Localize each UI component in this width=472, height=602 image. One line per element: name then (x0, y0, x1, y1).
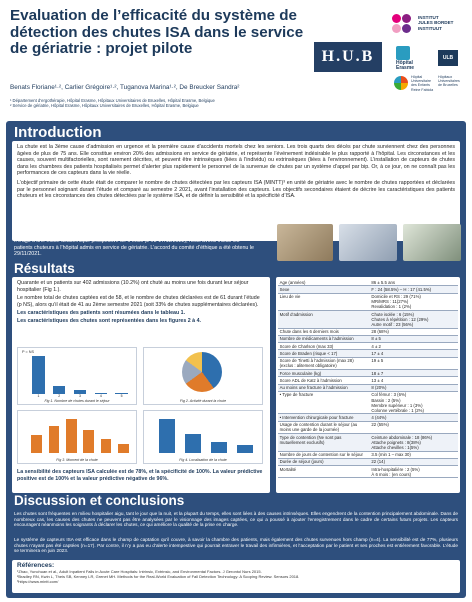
table-cell-label: • Intervention chirurgicale pour fracture (278, 414, 370, 421)
table-row (278, 421, 458, 433)
reference-2: ²Bradley RN, Kwin L, Theis SB, Kenney LR, Grenet MH. Methods for the Real-World Evaluation of Fall Detection Technology: A Scoping Review. Sensors 2018. (17, 574, 300, 579)
chart-bar (118, 444, 128, 453)
poster-header (0, 0, 472, 120)
table-cell-label: Score de Charlson (max 33) (278, 343, 370, 350)
table-cell-value: 86 ± 5.5 ans (370, 279, 458, 286)
affiliations (10, 98, 310, 109)
bordet-logo-text: INSTITUT JULES BORDET INSTITUUT (418, 15, 454, 31)
table-row (278, 335, 458, 342)
chart-bar (31, 435, 41, 453)
table-cell-value: 22 (55%) (370, 421, 458, 433)
huderf-logo-icon (394, 76, 408, 90)
table-cell-value: 3.5 (min 1 – max 30) (370, 451, 458, 458)
table-cell-label: Au moins une fracture à l’admission (278, 384, 370, 391)
chart-bar (101, 439, 111, 453)
characteristics-table-grid (278, 279, 458, 478)
erasme-logo-icon (396, 46, 410, 60)
table-cell-value: Ceinture abdominale : 18 (86%) Attache poignets : 8(38%) Attache chevilles : 1(5%) (370, 434, 458, 451)
table-cell-label: Nombre de jours de contention sur le séjour (278, 451, 370, 458)
chart-bar (185, 434, 201, 453)
fig3-caption: Fig 3. Moment de la chute (56, 458, 98, 462)
fig4-caption: Fig 4. Localisation de la chute (179, 458, 227, 462)
references-box (12, 560, 460, 593)
table-cell-label: • Type de fracture (278, 391, 370, 414)
chart-bar (66, 419, 76, 453)
fig2-pie (182, 352, 222, 392)
introduction-p1: La chute est la 3ème cause d’admission en urgence et la première cause d’accidents mortels chez les seniors. Les trois quarts des décès par chute surviennent chez des personnes âgées de plus de 75 ans. Elle constitue environ 20% des admissions en service de gériatrie, et représente l’événement indésirable le plus rapporté à l’hôpital. Les circonstances et les causes, souvent multifactorielles, sont rarement décrites, et peuvent être intrinsèques (liées à l’individu) ou extrinsèques (liées à l’environnement). L’installation de capteurs de chutes dans les chambres des patients hospitalisés permet d’alerter plus rapidement le personnel de la survenue de chutes par un système d’appel par bip. Or, à ce jour, on ne connaît pas les performances de ces capteurs dans la vie réelle. (17, 144, 455, 177)
resultats-p1: Quarante et un patients sur 402 admissions (10.2%) ont chuté au moins une fois durant leur séjour hospitalier (Fig 1.). (17, 280, 249, 293)
discussion-p1: Les chutes sont fréquentes en milieu hospitalier aigu, tant le jour que la nuit, et la plupart du temps, elles sont liées à des causes intrinsèques. Elles engendrent de la contention principalement abdominale. Dans de nombreux cas, les causes des chutes ne peuvent pas être analysées par le visionnage des images captées, ce qui a poussé à ajouter l’enregistrement dans le cadre de certains futurs projets. Les capteurs encouragent néanmoins les soignants à déclarer les chutes, ce qui améliore la qualité de la prise en charge. (14, 511, 458, 528)
table-row (278, 414, 458, 421)
table-cell-value: 17 ± 4 (370, 350, 458, 357)
poster-body (6, 121, 466, 598)
chart-tick-label: 1 (37, 394, 40, 398)
introduction-p2: L’objectif primaire de cette étude était de comparer le nombre de chutes détectées par les capteurs ISA (MINTT)³ en unité de gériatrie avec le nombre de chutes rapportées et déclarées par le personnel soignant durant l’étude et comparé au semestre 2 2021, avant l’installation des capteurs. Les objectifs secondaires étaient de décrire les caractéristiques des patients chuteurs et les circonstances des chutes détectées par le système ISA, et de définir la sensibilité et la spécificité d’ISA. (17, 179, 455, 200)
table-cell-value: 8 ± 5 (370, 335, 458, 342)
table-cell-label: Motif d’admission (278, 311, 370, 328)
table-cell-label: Nombre de médicaments à l’admission (278, 335, 370, 342)
resultats-p3: Les caractéristiques des patients sont résumées dans le tableau 1. (17, 310, 186, 317)
table-cell-label: Usage de contention durant le séjour (au moins une garde de la journée) (278, 421, 370, 433)
table-row (278, 384, 458, 391)
poster-title: Evaluation de l’efficacité du système de détection des chutes ISA dans le service de gériatrie : projet pilote (10, 7, 304, 58)
table-cell-label: Chute dans les 6 derniers mois (278, 328, 370, 335)
references-title: Références: (17, 562, 55, 569)
table-cell-value: Chute isolée : 6 (15%) Chutes à répétition : 12 (29%) Autre motif : 23 (56%) (370, 311, 458, 328)
table-cell-label: Type de contention (Ne sont pas mutuellement exclusifs) (278, 434, 370, 451)
room-photo (339, 224, 397, 261)
table-cell-label: Score de Tinetti à l’admission (max 28) (exclus : alitement obligatoire) (278, 357, 370, 369)
table-row (278, 377, 458, 384)
table-cell-value: 28 (68%) (370, 328, 458, 335)
table-cell-value: 4 ± 2 (370, 343, 458, 350)
table-row (278, 293, 458, 310)
table-cell-label: Age (années) (278, 279, 370, 286)
resultats-title: Résultats (14, 261, 75, 276)
introduction-title: Introduction (14, 124, 102, 141)
reference-1: ¹Zhao, Yunchuan et al., Adult Inpatient Falls in Acute Care Hospitals: Intrinsic, Extrinsic, and Environmental Factors. J Gerontol Nurs 2015. (17, 569, 262, 574)
table-row (278, 357, 458, 369)
affiliation-1: ¹ Département d’ergothérapie, Hôpital Erasme, Hôpitaux Universitaires de Bruxelles, Hôpital Erasme, Belgique (10, 98, 215, 103)
table-cell-label: Score de Braden (risque < 17) (278, 350, 370, 357)
hub-univ-logo-text: Hôpitaux Universitaires de Bruxelles (438, 75, 460, 88)
table-row (278, 343, 458, 350)
table-row (278, 286, 458, 293)
table-cell-value: 18 ± 7 (370, 370, 458, 377)
chart-bar (211, 442, 227, 453)
resultats-p5: La sensibilité des capteurs ISA calculée est de 78%, et la spécificité de 100%. La valeur prédictive positive est de 100% et la valeur prédictive négative de 96%. (17, 469, 263, 482)
bordet-logo-icon (392, 14, 414, 36)
table-cell-label: Force musculaire (kg) (278, 370, 370, 377)
table-row (278, 311, 458, 328)
fig1-legend: P = NS (22, 350, 35, 354)
chart-tick-label: 3 (79, 394, 81, 398)
fig1-caption: Fig 1. Nombre de chutes durant le séjour (44, 399, 110, 403)
sensor-photo (277, 224, 333, 261)
fig4-chart (143, 410, 263, 464)
huderf-logo-text: Hôpital Universitaire des Enfants Reine Fabiola (411, 75, 434, 92)
table-row (278, 466, 458, 478)
discussion-title: Discussion et conclusions (14, 493, 185, 508)
methode-text: Il s’agit d’une étude académique prospective de 6 mois (24/3-17/11/2022), nous avons inclus les patients chuteurs à l’hôpital admis en service de gériatrie. L’accord du comité d’éthique a été obtenu le 29/11/2021. (14, 238, 254, 258)
table-cell-value: F : 24 (58.5%) – H : 17 (41.5%) (370, 286, 458, 293)
hub-logo: H.U.B (314, 42, 382, 72)
chart-bar (159, 419, 175, 453)
table-row (278, 328, 458, 335)
affiliation-2: ² Service de gériatrie, Hôpital Erasme, Hôpitaux Universitaires de Bruxelles, Hôpital Erasme, Belgique (10, 103, 199, 109)
table-cell-value: 22 (14) (370, 458, 458, 465)
chart-tick-label: 5 (120, 394, 123, 398)
chart-bar (53, 386, 65, 394)
chart-bar (237, 445, 253, 453)
table-cell-label: Score ADL de Katz à l’admission (278, 377, 370, 384)
table-cell-value: 19 ± 5 (370, 357, 458, 369)
authors: Benats Floriane¹·², Carlier Grégoire¹·², Tuganova Marina¹·², De Breucker Sandra² (10, 84, 240, 91)
table-cell-value: 4 (44%) (370, 414, 458, 421)
table-cell-value: Intra-hospitalière : 2 (5%) À 6 mois : (en cours) (370, 466, 458, 478)
table-cell-value: Col fémur : 3 (6%) Bassin : 2 (5%) Membre supérieur : 1 (3%) Colonne vertébrale : 1 (2%) (370, 391, 458, 414)
resultats-p4: Les caractéristiques des chutes sont représentées dans les figures 2 à 4. (17, 317, 202, 324)
fig2-chart (143, 347, 263, 405)
fig2-caption: Fig 2. Activité durant la chute (179, 399, 227, 403)
table-cell-value: 13 ± 4 (370, 377, 458, 384)
table-row (278, 279, 458, 286)
table-cell-label: Mortalité (278, 466, 370, 478)
table-row (278, 370, 458, 377)
erasme-logo-text: Hôpital Erasme (396, 60, 415, 72)
resultats-box (12, 277, 270, 493)
chart-tick-label: 4 (99, 394, 102, 398)
table-cell-label: Durée de séjour (jours) (278, 458, 370, 465)
table-row (278, 458, 458, 465)
reference-3: ³https://www.mintt.com/ (17, 579, 59, 584)
table-row (278, 434, 458, 451)
characteristics-table (276, 277, 460, 493)
fig1-chart (17, 347, 137, 405)
resultats-p2: Le nombre total de chutes captées est de 58, et le nombre de chutes déclarées est de 61 durant l’étude (p NS), alors qu’il était de 41 au 2ème semestre 2021 (soit 33% de chutes supplémentaires déclarées). (17, 295, 260, 308)
table-cell-value: 8 (20%) (370, 384, 458, 391)
bed-photo (403, 224, 461, 261)
table-cell-value: Domicile et RS : 29 (71%) MR/MRS : 11(27%) Revalidation : 1 (2%) (370, 293, 458, 310)
table-row (278, 350, 458, 357)
chart-tick-label: 2 (58, 394, 61, 398)
chart-bar (83, 430, 93, 453)
table-cell-label: Lieu de vie (278, 293, 370, 310)
chart-bar (49, 426, 59, 453)
discussion-p2: Le système de capteurs ISA est efficace dans le champ de captation qu’il couvre, à savoir la chambre des patients, mais également des chutes survenues hors champ (n=4). La sensibilité est de 77%, plusieurs chutes n’ayant pas été captées (n=17). Par contre, il n’y a pas eu d’alerte intempestive qui pourrait entraver le travail des infirmières, et l’acceptation par le patient et ses proches est entièrement favorable. L’étude se terminera en juin 2023. (14, 537, 458, 554)
table-row (278, 451, 458, 458)
chart-bar (32, 356, 44, 394)
methode-title: Matériel et méthode (14, 221, 141, 236)
table-cell-label: Sexe (278, 286, 370, 293)
fig3-chart (17, 410, 137, 464)
table-row (278, 391, 458, 414)
ulb-logo: ULB (438, 50, 458, 66)
